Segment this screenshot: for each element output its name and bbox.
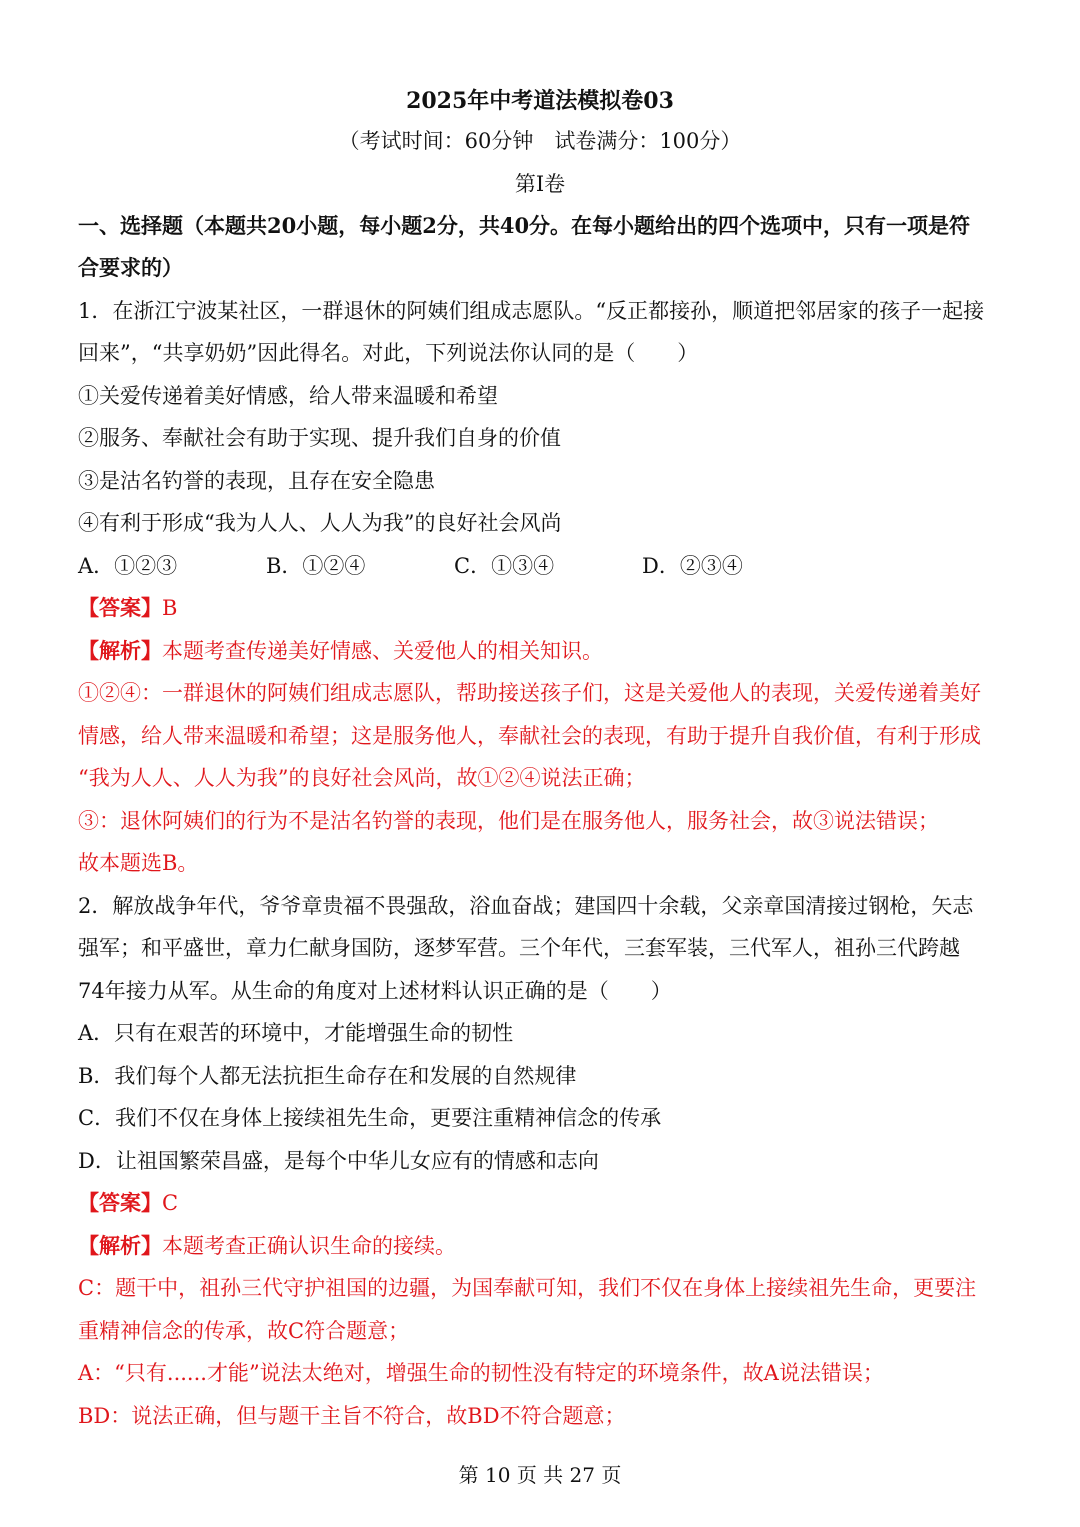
q2-stem-line1: 2．解放战争年代，爷爷章贵福不畏强敌，浴血奋战；建国四十余载，父亲章国清接过钢枪，矢志 (78, 894, 974, 918)
q1-analysis-line4: ③：退休阿姨们的行为不是沽名钓誉的表现，他们是在服务他人，服务社会，故③说法错误； (78, 809, 939, 833)
analysis-text: 本题考查正确认识生命的接续。 (162, 1234, 456, 1258)
q2-option-c: C．我们不仅在身体上接续祖先生命，更要注重精神信念的传承 (78, 1106, 662, 1130)
q2-option-d: D．让祖国繁荣昌盛，是每个中华儿女应有的情感和志向 (78, 1149, 599, 1173)
answer-value: C (162, 1191, 179, 1215)
answer-tag: 【答案】 (78, 595, 162, 620)
answer-value: B (162, 596, 178, 620)
q1-stem-line2: 回来”，“共享奶奶”因此得名。对此，下列说法你认同的是（ ） (78, 341, 699, 365)
q1-option-a: A．①②③ (78, 554, 178, 578)
q2-analysis-line2: 重精神信念的传承，故C符合题意； (78, 1319, 410, 1343)
q2-answer (78, 1188, 1008, 1218)
section-heading-line2: 合要求的） (78, 255, 183, 280)
q2-option-a: A．只有在艰苦的环境中，才能增强生命的韧性 (78, 1021, 514, 1045)
analysis-tag: 【解析】 (78, 638, 162, 663)
q1-stem-line1: 1．在浙江宁波某社区，一群退休的阿姨们组成志愿队。“反正都接孙，顺道把邻居家的孩子一起接 (78, 299, 985, 323)
page-number: 第 10 页 共 27 页 (458, 1463, 622, 1487)
q2-stem-line2: 强军；和平盛世，章力仁献身国防，逐梦军营。三个年代，三套军装，三代军人，祖孙三代跨越 (78, 936, 960, 960)
exam-subtitle: （考试时间：60分钟 试卷满分：100分） (338, 129, 742, 153)
answer-tag: 【答案】 (78, 1190, 162, 1215)
exam-title: 2025年中考道法模拟卷03 (406, 88, 674, 114)
q1-option-b: B．①②④ (266, 554, 366, 578)
q2-stem-line3: 74年接力从军。从生命的角度对上述材料认识正确的是（ ） (78, 979, 672, 1003)
q2-analysis-line4: BD：说法正确，但与题干主旨不符合，故BD不符合题意； (78, 1404, 626, 1428)
q1-option-c: C．①③④ (454, 554, 555, 578)
q1-analysis-line1: ①②④：一群退休的阿姨们组成志愿队，帮助接送孩子们，这是关爱他人的表现，关爱传递着美好 (78, 681, 981, 705)
q1-analysis-line2: 情感，给人带来温暖和希望；这是服务他人，奉献社会的表现，有助于提升自我价值，有利于形成 (78, 724, 981, 748)
analysis-text: 本题考查传递美好情感、关爱他人的相关知识。 (162, 639, 603, 663)
q2-analysis-line1: C：题干中，祖孙三代守护祖国的边疆，为国奉献可知，我们不仅在身体上接续祖先生命，更要注 (78, 1276, 977, 1300)
q1-statement-2: ②服务、奉献社会有助于实现、提升我们自身的价值 (78, 426, 561, 450)
q1-analysis-line3: “我为人人、人人为我”的良好社会风尚，故①②④说法正确； (78, 766, 646, 790)
q1-statement-4: ④有利于形成“我为人人、人人为我”的良好社会风尚 (78, 511, 562, 535)
q1-analysis-line5: 故本题选B。 (78, 851, 199, 875)
q1-answer (78, 593, 1008, 623)
q2-analysis-line3: A：“只有......才能”说法太绝对，增强生命的韧性没有特定的环境条件，故A说法错误； (78, 1361, 884, 1385)
q1-statement-3: ③是沽名钓誉的表现，且存在安全隐患 (78, 469, 435, 493)
analysis-tag: 【解析】 (78, 1233, 162, 1258)
q1-option-d: D．②③④ (642, 554, 743, 578)
q1-analysis (78, 636, 1008, 666)
q1-options (78, 551, 1008, 581)
section-heading-line1: 一、选择题（本题共20小题，每小题2分，共40分。在每小题给出的四个选项中，只有一项是符 (78, 213, 971, 238)
volume-label: 第Ⅰ卷 (514, 172, 566, 196)
q2-option-b: B．我们每个人都无法抗拒生命存在和发展的自然规律 (78, 1064, 577, 1088)
q1-statement-1: ①关爱传递着美好情感，给人带来温暖和希望 (78, 384, 498, 408)
q2-analysis (78, 1231, 1008, 1261)
